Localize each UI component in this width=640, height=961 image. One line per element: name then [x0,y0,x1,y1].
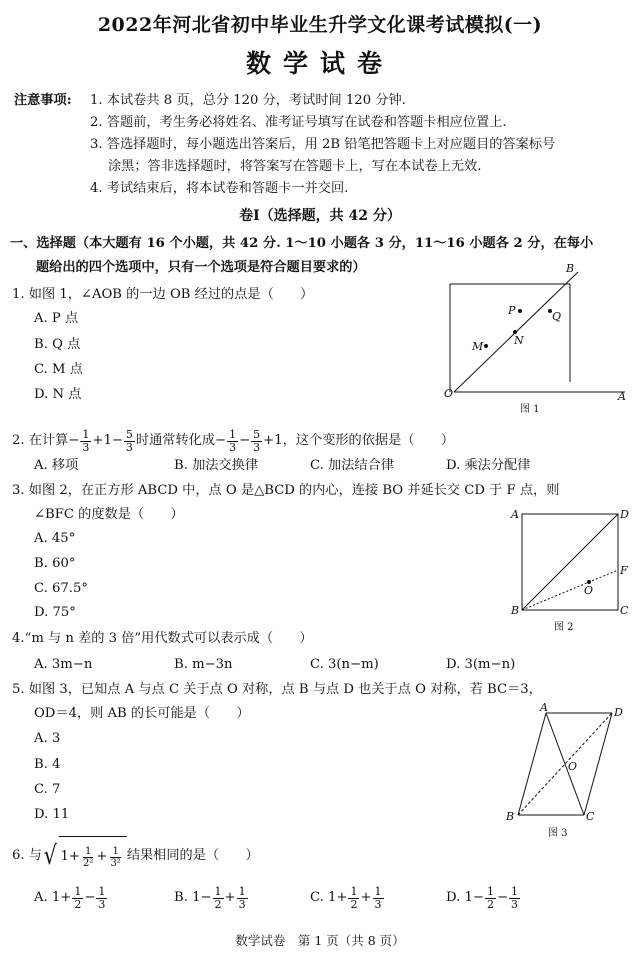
section-line-1: 一、选择题（本大题有 16 个小题，共 42 分. 1～10 小题各 3 分，11～16 小题各 2 分，在每小 [10,236,594,251]
q5-line-1: 5. 如图 3，已知点 A 与点 C 关于点 O 对称，点 B 与点 D 也关于点 O 对称，若 BC＝3， [12,682,542,697]
q2-frac-2 [124,429,135,454]
segment-ac [546,713,584,815]
q2-option-d: D. 乘法分配律 [446,458,531,473]
frac-num: 1 [486,884,494,898]
frac-den: 2 [74,897,82,911]
fig2-label-d: D [620,508,629,521]
q4-option-b: B. m−3n [174,657,233,672]
frac-den: 2 [350,897,358,911]
frac-den: 3 [238,897,246,911]
q1-option-a: A. P 点 [34,311,79,326]
frac-den: 3² [110,857,121,869]
frac-num: 5 [253,427,261,441]
q2-mid2: 时通常转化成− [135,433,227,448]
option-op: − [84,890,96,905]
option-op: + [224,890,236,905]
option-letter: B. 1− [174,890,212,905]
q6-radicand [59,836,127,875]
q6-option-b [174,880,249,916]
frac-third [96,886,107,911]
fig3-caption: 图 3 [548,828,568,839]
q2-suffix: +1，这个变形的依据是（ ） [263,433,455,448]
fig3-label-b: B [506,810,515,823]
q6-root-mid: + [96,849,108,864]
q2-mid3: − [239,433,251,448]
q5-option-b: B. 4 [34,757,61,772]
q1-option-d: D. N 点 [34,387,82,402]
diagonal-bd [522,514,618,610]
frac-den: 3 [374,897,382,911]
q3-line-1: 3. 如图 2，在正方形 ABCD 中，点 O 是△BCD 的内心，连接 BO 并延长交 CD 于 F 点，则 [12,483,560,498]
frac-den: 2 [214,897,222,911]
q2-frac-1 [80,429,91,454]
frac-den: 3 [98,897,106,911]
frac-num: 1 [82,427,90,441]
fig3-label-d: D [614,706,623,719]
frac-num: 1 [511,884,518,898]
q1-option-c: C. M 点 [34,362,83,377]
q6-option-c [310,880,385,916]
exam-title: 2022年河北省初中毕业生升学文化课考试模拟(一) [97,14,543,36]
fig3-label-c: C [586,810,595,823]
fig1-label-p: P [508,304,516,317]
point-p [518,309,522,313]
q2-mid1: +1− [92,433,123,448]
frac-den: 3 [82,440,90,454]
frac-half [485,886,496,911]
option-letter: D. 1− [446,890,484,905]
fig1-label-b: B [566,262,575,275]
q6-option-d [446,880,521,916]
sqrt-sign-icon: √ [43,840,57,871]
q3-option-c: C. 67.5° [34,581,88,596]
q3-option-a: A. 45° [34,531,76,546]
notice-item-1: 1. 本试卷共 8 页，总分 120 分，考试时间 120 分钟. [90,93,406,108]
point-m [484,344,488,348]
q2-prefix: 2. 在计算− [12,433,80,448]
q6-root-frac-2 [108,846,122,869]
fig1-caption: 图 1 [520,404,540,415]
frac-den: 2² [83,857,94,869]
fig2-label-o: O [584,584,594,597]
section-line-2: 题给出的四个选项中，只有一个选项是符合题目要求的） [36,260,366,275]
frac-third [237,886,248,911]
option-letter: C. 1+ [310,890,348,905]
q5-option-c: C. 7 [34,782,61,797]
frac-third [373,886,384,911]
frac-den: 3 [125,440,133,454]
q6-option-a [34,880,108,916]
q1-stem: 1. 如图 1，∠AOB 的一边 OB 经过的点是（ ） [12,287,314,302]
fig3-label-a: A [540,702,548,714]
frac-num: 1 [74,884,82,898]
figure-3 [500,702,634,840]
q2-stem [12,423,454,459]
q3-option-b: B. 60° [34,556,76,571]
q2-option-b: B. 加法交换律 [174,458,259,473]
q6-root-lead: 1+ [60,849,80,864]
q1-option-b: B. Q 点 [34,337,81,352]
figure-2 [508,504,632,636]
q2-frac-4 [251,429,262,454]
segment-bf [522,570,618,610]
q4-option-d: D. 3(m−n) [446,657,516,672]
q6-root-frac-1 [81,846,95,869]
fig2-label-f: F [620,564,628,577]
frac-den: 3 [229,440,237,454]
fig3-label-o: O [568,760,578,773]
fig1-label-q: Q [552,310,562,323]
frac-half [213,886,224,911]
q5-option-d: D. 11 [34,807,70,822]
q2-option-c: C. 加法结合律 [310,458,394,473]
q6-prefix: 6. 与 [12,847,42,863]
option-letter: A. 1+ [34,890,72,905]
frac-half [72,886,83,911]
notice-item-2: 2. 答题前，考生务必将姓名、准考证号填写在试卷和答题卡相应位置上. [90,115,507,130]
option-op: + [360,890,372,905]
figure-1 [440,262,635,420]
q6-suffix: 结果相同的是（ ） [126,847,259,863]
notice-label: 注意事项: [14,93,72,108]
q5-option-a: A. 3 [34,731,61,746]
q2-frac-3 [227,429,238,454]
q2-option-a: A. 移项 [34,458,79,473]
frac-num: 1 [374,884,382,898]
fig2-label-a: A [511,508,519,521]
q5-line-2: OD＝4，则 AB 的长可能是（ ） [34,706,250,721]
frac-num: 1 [350,884,358,898]
fig2-label-c: C [620,604,629,617]
frac-den: 2 [486,897,494,911]
exam-subject: 数学试卷 [245,49,394,78]
fig2-caption: 图 2 [554,622,574,633]
q4-option-a: A. 3m−n [34,657,93,672]
frac-num: 1 [238,884,246,898]
frac-num: 1 [85,845,92,857]
q6-sqrt [42,836,127,875]
fig1-label-m: M [472,340,484,353]
q3-line-2: ∠BFC 的度数是（ ） [34,507,184,522]
fig1-label-a: A [618,390,626,403]
frac-den: 3 [511,897,518,911]
fig2-label-b: B [511,604,520,617]
frac-den: 3 [253,440,261,454]
frac-num: 1 [229,427,237,441]
option-op: − [496,890,508,905]
frac-num: 1 [112,845,119,857]
frac-third [509,886,520,911]
part-title: 卷Ⅰ（选择题，共 42 分） [239,208,401,224]
page-footer: 数学试卷 第 1 页（共 8 页） [235,933,405,948]
notice-item-3: 3. 答选择题时，每小题选出答案后，用 2B 铅笔把答题卡上对应题目的答案标号 [90,137,556,152]
notice-item-4: 4. 考试结束后，将本试卷和答题卡一并交回. [90,181,349,196]
frac-num: 1 [98,884,106,898]
fig1-label-o: O [444,387,454,400]
q3-option-d: D. 75° [34,605,76,620]
notice-item-3-cont: 涂黑；答非选择题时，将答案写在答题卡上，写在本试卷上无效. [108,159,482,174]
frac-num: 5 [125,427,133,441]
frac-half [348,886,359,911]
q4-option-c: C. 3(n−m) [310,657,379,672]
q6-stem [12,836,259,875]
q4-stem: 4.“m 与 n 差的 3 倍”用代数式可以表示成（ ） [12,631,313,646]
frac-num: 1 [214,884,222,898]
fig1-label-n: N [514,334,524,347]
